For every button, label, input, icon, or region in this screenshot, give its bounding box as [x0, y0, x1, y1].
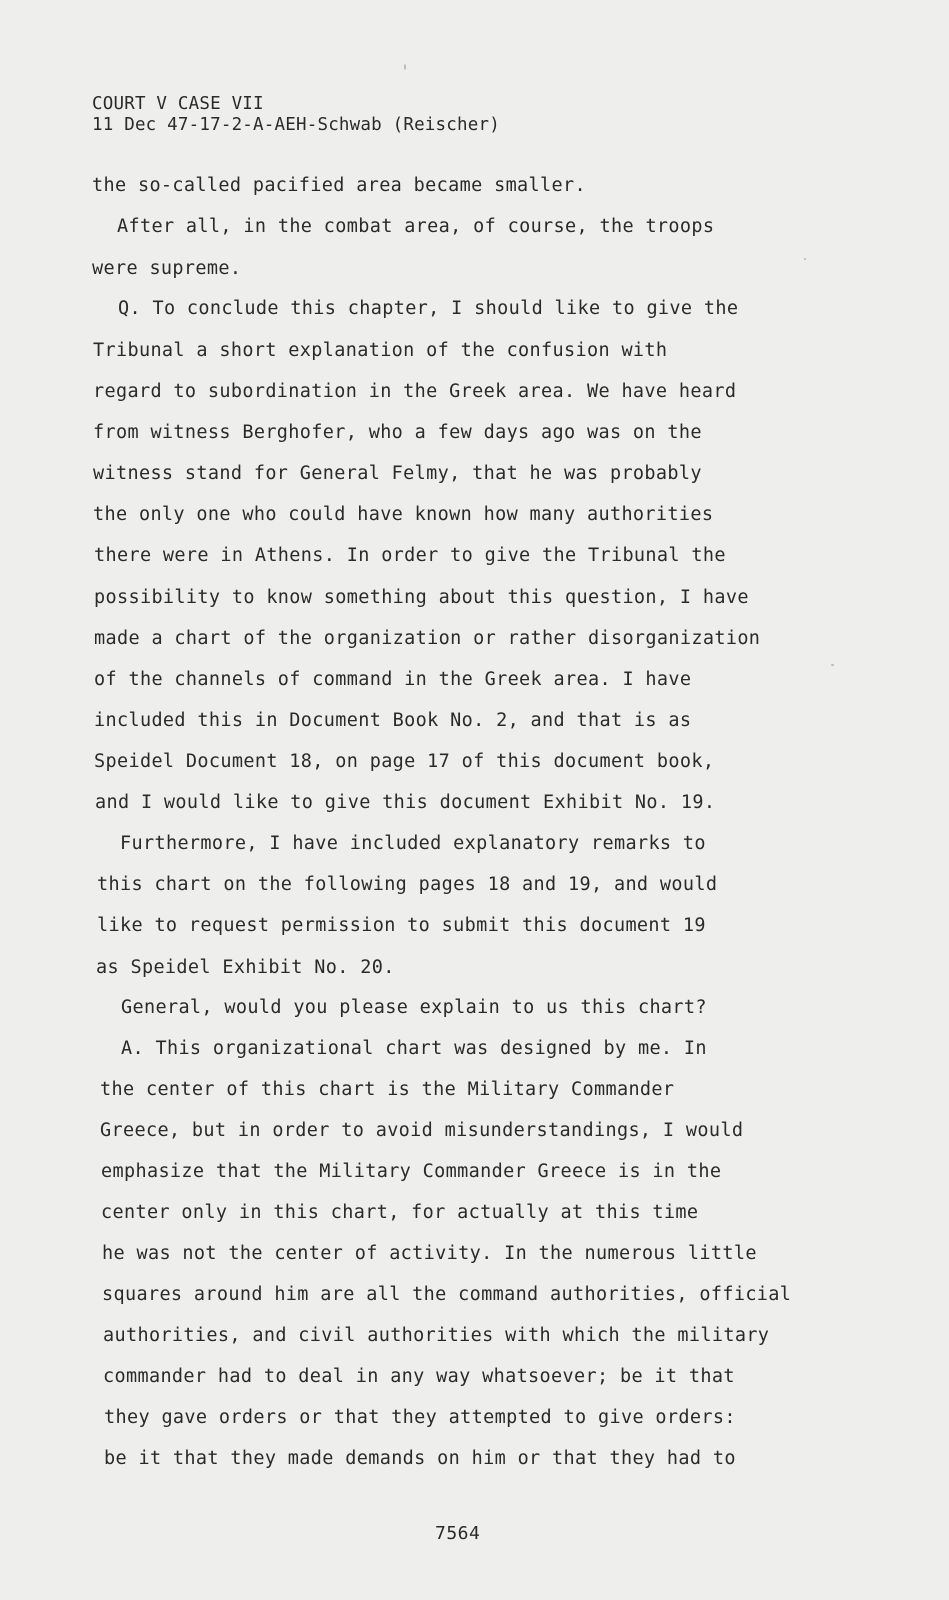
text-line: Tribunal a short explanation of the confusion with [93, 340, 668, 361]
paper-speck [831, 664, 834, 666]
page-number: 7564 [435, 1523, 481, 1544]
text-line: Speidel Document 18, on page 17 of this document book, [94, 751, 715, 772]
text-line: After all, in the combat area, of course, the troops [117, 216, 715, 237]
text-line: he was not the center of activity. In the numerous little [102, 1243, 757, 1264]
text-line: be it that they made demands on him or that they had to [104, 1448, 736, 1469]
text-line: included this in Document Book No. 2, and that is as [94, 710, 692, 731]
text-line: squares around him are all the command authorities, official [102, 1284, 792, 1305]
text-line: A. This organizational chart was designed by me. In [121, 1038, 707, 1059]
text-line: there were in Athens. In order to give the Tribunal the [94, 545, 726, 566]
text-line: authorities, and civil authorities with which the military [103, 1325, 770, 1346]
paper-speck [804, 258, 806, 260]
text-line: possibility to know something about this question, I have [94, 587, 749, 608]
text-line: the so-called pacified area became smaller. [92, 175, 586, 196]
text-line: and I would like to give this document Exhibit No. 19. [95, 792, 716, 813]
document-header [92, 94, 500, 136]
text-line: center only in this chart, for actually at this time [101, 1202, 699, 1223]
text-line: emphasize that the Military Commander Greece is in the [101, 1161, 722, 1182]
text-line: the center of this chart is the Military Commander [100, 1079, 675, 1100]
text-line: the only one who could have known how many authorities [93, 504, 714, 525]
text-line: commander had to deal in any way whatsoever; be it that [103, 1366, 735, 1387]
text-line: they gave orders or that they attempted to give orders: [104, 1407, 736, 1428]
paper-speck [404, 64, 406, 70]
text-line: General, would you please explain to us this chart? [121, 997, 707, 1018]
text-line: of the channels of command in the Greek area. I have [94, 669, 692, 690]
header-reference: 11 Dec 47-17-2-A-AEH-Schwab (Reischer) [92, 115, 500, 135]
text-line: as Speidel Exhibit No. 20. [96, 957, 395, 978]
header-court-case: COURT V CASE VII [92, 94, 264, 114]
text-line: from witness Berghofer, who a few days ago was on the [93, 422, 702, 443]
text-line: were supreme. [92, 258, 242, 279]
text-line: this chart on the following pages 18 and 19, and would [97, 874, 718, 895]
text-line: Furthermore, I have included explanatory remarks to [120, 833, 706, 854]
text-line: like to request permission to submit this document 19 [97, 915, 706, 936]
text-line: Q. To conclude this chapter, I should like to give the [118, 298, 739, 319]
text-line: regard to subordination in the Greek area. We have heard [93, 381, 737, 402]
text-line: witness stand for General Felmy, that he was probably [93, 463, 702, 484]
text-line: made a chart of the organization or rather disorganization [94, 628, 761, 649]
text-line: Greece, but in order to avoid misunderstandings, I would [100, 1120, 744, 1141]
